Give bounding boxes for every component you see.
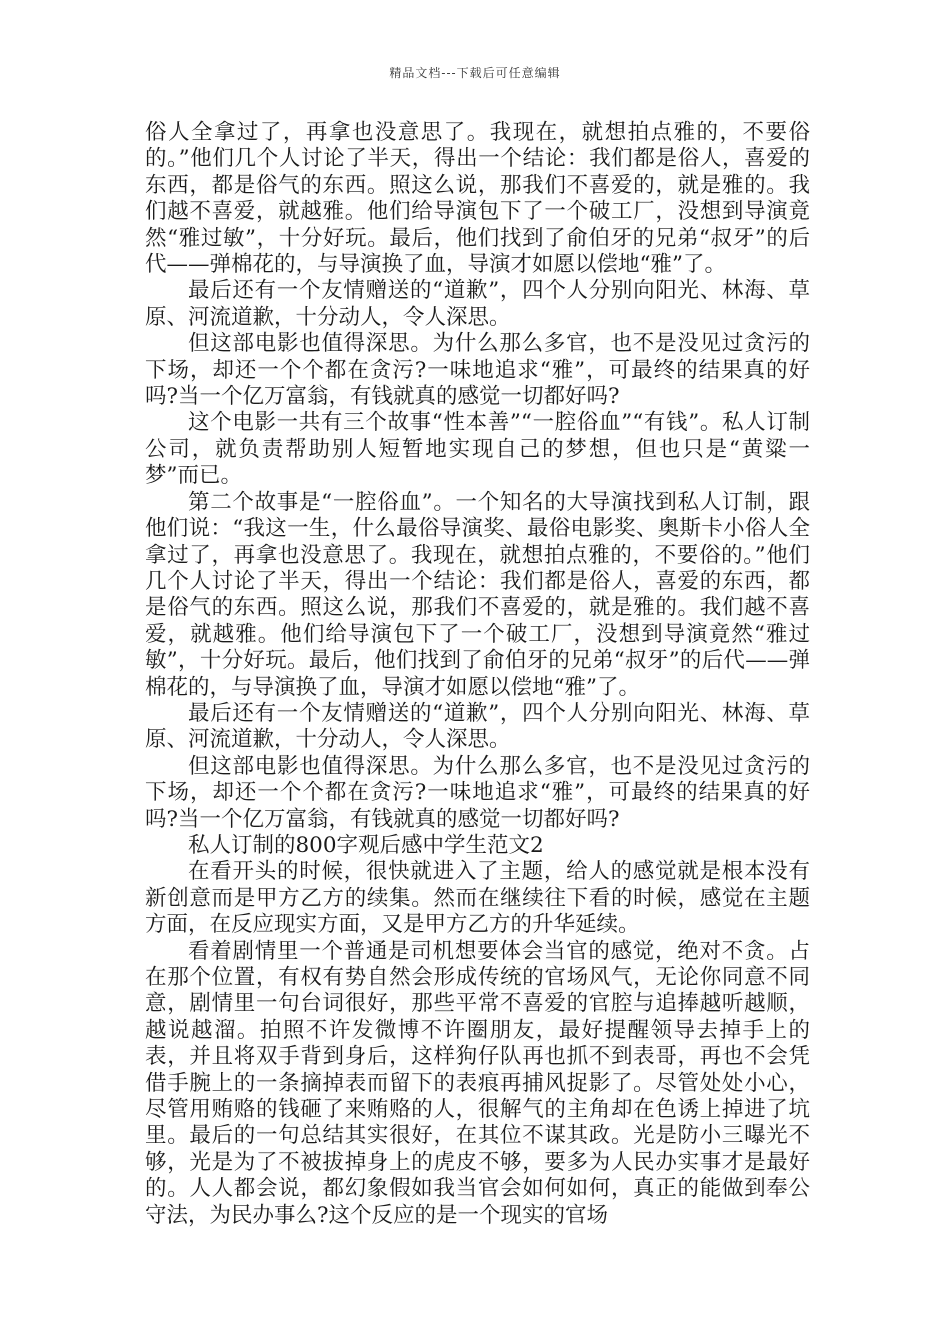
paragraph: 在看开头的时候，很快就进入了主题，给人的感觉就是根本没有新创意而是甲方乙方的续集。然而在继续往下看的时候，感觉在主题方面，在反应现实方面，又是甲方乙方的升华延续。 <box>145 859 810 938</box>
paragraph: 但这部电影也值得深思。为什么那么多官，也不是没见过贪污的下场，却还一个个都在贪污?一味地追求“雅”，可最终的结果真的好吗?当一个亿万富翁，有钱就真的感觉一切都好吗? <box>145 331 810 410</box>
document-body <box>145 120 810 1229</box>
paragraph: 最后还有一个友情赠送的“道歉”，四个人分别向阳光、林海、草原、河流道歉，十分动人，令人深思。 <box>145 278 810 330</box>
page-header: 精品文档---下载后可任意编辑 <box>389 66 561 80</box>
paragraph: 这个电影一共有三个故事“性本善”“一腔俗血”“有钱”。私人订制公司，就负责帮助别人短暂地实现自己的梦想，但也只是“黄粱一梦”而已。 <box>145 410 810 489</box>
paragraph: 但这部电影也值得深思。为什么那么多官，也不是没见过贪污的下场，却还一个个都在贪污?一味地追求“雅”，可最终的结果真的好吗?当一个亿万富翁，有钱就真的感觉一切都好吗? <box>145 753 810 832</box>
section-heading: 私人订制的800字观后感中学生范文2 <box>188 832 544 858</box>
paragraph: 看着剧情里一个普通是司机想要体会当官的感觉，绝对不贪。占在那个位置，有权有势自然会形成传统的官场风气，无论你同意不同意，剧情里一句台词很好，那些平常不喜爱的官腔与追捧越听越顺，越说越溜。拍照不许发微博不许圈朋友，最好提醒领导去掉手上的表，并且将双手背到身后，这样狗仔队再也抓不到表哥，再也不会凭借手腕上的一条摘掉表而留下的表痕再捕风捉影了。尽管处处小心，尽管用贿赂的钱砸了来贿赂的人，很解气的主角却在色诱上掉进了坑里。最后的一句总结其实很好，在其位不谋其政。光是防小三曝光不够，光是为了不被拔掉身上的虎皮不够，要多为人民办实事才是最好的。人人都会说，都幻象假如我当官会如何如何，真正的能做到奉公守法，为民办事么?这个反应的是一个现实的官场 <box>145 938 810 1228</box>
paragraph: 最后还有一个友情赠送的“道歉”，四个人分别向阳光、林海、草原、河流道歉，十分动人，令人深思。 <box>145 700 810 753</box>
paragraph: 第二个故事是“一腔俗血”。一个知名的大导演找到私人订制，跟他们说：“我这一生，什么最俗导演奖、最俗电影奖、奥斯卡小俗人全拿过了，再拿也没意思了。我现在，就想拍点雅的，不要俗的。”他们几个人讨论了半天，得出一个结论：我们都是俗人，喜爱的东西，都是俗气的东西。照这么说，那我们不喜爱的，就是雅的。我们越不喜爱，就越雅。他们给导演包下了一个破工厂，没想到导演竟然“雅过敏”，十分好玩。最后，他们找到了俞伯牙的兄弟“叔牙”的后代——弹棉花的，与导演换了血，导演才如愿以偿地“雅”了。 <box>145 489 810 700</box>
paragraph: 俗人全拿过了，再拿也没意思了。我现在，就想拍点雅的，不要俗的。”他们几个人讨论了半天，得出一个结论：我们都是俗人，喜爱的东西，都是俗气的东西。照这么说，那我们不喜爱的，就是雅的。我们越不喜爱，就越雅。他们给导演包下了一个破工厂，没想到导演竟然“雅过敏”，十分好玩。最后，他们找到了俞伯牙的兄弟“叔牙”的后代——弹棉花的，与导演换了血，导演才如愿以偿地“雅”了。 <box>145 120 810 278</box>
